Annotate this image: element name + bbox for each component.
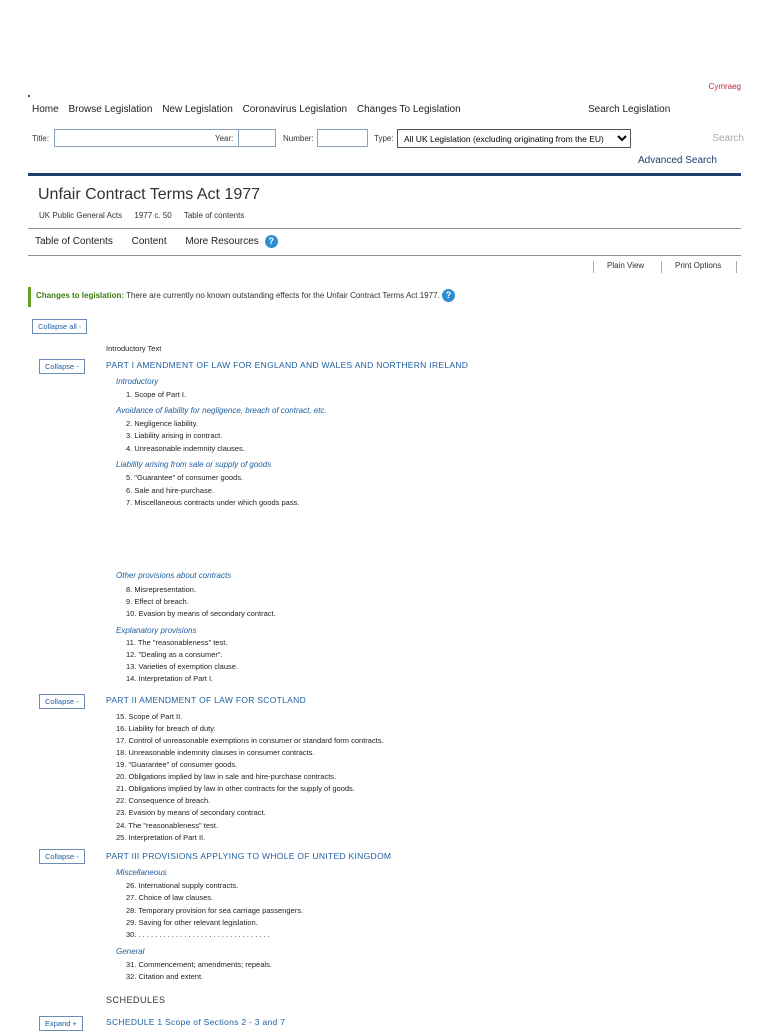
toc-heading[interactable]: Other provisions about contracts bbox=[116, 571, 232, 580]
title-label: Title: bbox=[32, 134, 50, 143]
toc-schedules[interactable]: SCHEDULES bbox=[106, 995, 166, 1005]
toc-item[interactable]: 7. Miscellaneous contracts under which goods pass. bbox=[126, 498, 300, 507]
collapse-all-button[interactable]: Collapse all - bbox=[32, 319, 87, 334]
toc-item[interactable]: 2. Negligence liability. bbox=[126, 419, 198, 428]
doc-chapter[interactable]: 1977 c. 50 bbox=[134, 211, 172, 220]
tab-content[interactable]: Content bbox=[131, 236, 167, 248]
toc-item[interactable]: 30. . . . . . . . . . . . . . . . . . . . . . . . . . . . . . . . . bbox=[126, 930, 270, 939]
toc-item[interactable]: 10. Evasion by means of secondary contract. bbox=[126, 609, 276, 618]
toc-item[interactable]: 1. Scope of Part I. bbox=[126, 390, 187, 399]
title-input[interactable] bbox=[54, 129, 241, 147]
toc-item[interactable]: 26. International supply contracts. bbox=[126, 881, 239, 890]
year-input[interactable] bbox=[238, 129, 276, 147]
advanced-search-link[interactable]: Advanced Search bbox=[638, 155, 717, 166]
toc-heading[interactable]: Introductory bbox=[116, 377, 159, 386]
collapse-part-2-button[interactable]: Collapse - bbox=[39, 694, 85, 709]
toc-introductory-text[interactable]: Introductory Text bbox=[106, 344, 162, 353]
doc-type[interactable]: UK Public General Acts bbox=[39, 211, 123, 220]
year-label: Year: bbox=[215, 134, 234, 143]
print-options-link[interactable]: Print Options bbox=[675, 261, 722, 270]
tab-bar bbox=[35, 235, 294, 248]
toc-item[interactable]: 32. Citation and extent. bbox=[126, 972, 204, 981]
toc-item[interactable]: 22. Consequence of breach. bbox=[116, 796, 211, 805]
separator bbox=[736, 261, 737, 273]
toc-item[interactable]: 18. Unreasonable indemnity clauses in consumer contracts. bbox=[116, 748, 315, 757]
toc-item[interactable]: 12. "Dealing as a consumer". bbox=[126, 650, 223, 659]
toc-item[interactable]: 5. "Guarantee" of consumer goods. bbox=[126, 473, 244, 482]
divider bbox=[28, 255, 741, 256]
skip-link-dot bbox=[28, 95, 30, 97]
cymraeg-link[interactable]: Cymraeg bbox=[708, 82, 741, 91]
toc-item[interactable]: 8. Misrepresentation. bbox=[126, 585, 197, 594]
type-select[interactable] bbox=[397, 129, 631, 148]
toc-heading[interactable]: General bbox=[116, 947, 145, 956]
top-nav bbox=[32, 104, 678, 115]
nav-search-legislation[interactable]: Search Legislation bbox=[588, 104, 671, 115]
toc-schedule-1[interactable]: SCHEDULE 1 Scope of Sections 2 - 3 and 7 bbox=[106, 1017, 286, 1027]
collapse-part-3-button[interactable]: Collapse - bbox=[39, 849, 85, 864]
toc-item[interactable]: 25. Interpretation of Part II. bbox=[116, 833, 206, 842]
toc-item[interactable]: 31. Commencement; amendments; repeals. bbox=[126, 960, 272, 969]
toc-item[interactable]: 27. Choice of law clauses. bbox=[126, 893, 214, 902]
toc-item[interactable]: 13. Varieties of exemption clause. bbox=[126, 662, 239, 671]
toc-item[interactable]: 16. Liability for breach of duty. bbox=[116, 724, 216, 733]
toc-item[interactable]: 15. Scope of Part II. bbox=[116, 712, 183, 721]
toc-item[interactable]: 20. Obligations implied by law in sale and hire-purchase contracts. bbox=[116, 772, 337, 781]
toc-item[interactable]: 29. Saving for other relevant legislation. bbox=[126, 918, 258, 927]
tab-more-resources[interactable]: More Resources bbox=[185, 236, 259, 248]
toc-part-1[interactable]: PART I AMENDMENT OF LAW FOR ENGLAND AND WALES AND NORTHERN IRELAND bbox=[106, 360, 469, 370]
collapse-part-1-button[interactable]: Collapse - bbox=[39, 359, 85, 374]
toc-heading[interactable]: Miscellaneous bbox=[116, 868, 167, 877]
doc-meta bbox=[39, 211, 254, 220]
help-icon[interactable]: ? bbox=[265, 235, 278, 248]
number-input[interactable] bbox=[317, 129, 368, 147]
toc-item[interactable]: 9. Effect of breach. bbox=[126, 597, 189, 606]
toc-item[interactable]: 21. Obligations implied by law in other contracts for the supply of goods. bbox=[116, 784, 355, 793]
doc-toc-link[interactable]: Table of contents bbox=[183, 211, 245, 220]
nav-coronavirus-legislation[interactable]: Coronavirus Legislation bbox=[242, 104, 348, 115]
search-form bbox=[32, 129, 744, 149]
toc-heading[interactable]: Avoidance of liability for negligence, breach of contract, etc. bbox=[116, 406, 327, 415]
separator bbox=[593, 261, 594, 273]
toc-heading[interactable]: Explanatory provisions bbox=[116, 626, 197, 635]
nav-new-legislation[interactable]: New Legislation bbox=[162, 104, 233, 115]
toc-item[interactable]: 6. Sale and hire-purchase. bbox=[126, 486, 214, 495]
changes-text: There are currently no known outstanding effects for the Unfair Contract Terms Act 1977. bbox=[126, 291, 440, 300]
changes-label: Changes to legislation: bbox=[36, 291, 125, 300]
toc-part-2[interactable]: PART II AMENDMENT OF LAW FOR SCOTLAND bbox=[106, 695, 307, 705]
toc-item[interactable]: 17. Control of unreasonable exemptions in consumer or standard form contracts. bbox=[116, 736, 384, 745]
nav-changes-to-legislation[interactable]: Changes To Legislation bbox=[356, 104, 461, 115]
toc-item[interactable]: 24. The "reasonableness" test. bbox=[116, 821, 218, 830]
toc-heading[interactable]: Liability arising from sale or supply of goods bbox=[116, 460, 272, 469]
nav-browse-legislation[interactable]: Browse Legislation bbox=[68, 104, 153, 115]
toc-item[interactable]: 28. Temporary provision for sea carriage passengers. bbox=[126, 906, 304, 915]
toc-part-3[interactable]: PART III PROVISIONS APPLYING TO WHOLE OF UNITED KINGDOM bbox=[106, 851, 392, 861]
help-icon[interactable]: ? bbox=[442, 289, 455, 302]
changes-notice bbox=[28, 287, 455, 307]
nav-home[interactable]: Home bbox=[32, 104, 59, 115]
expand-schedule-1-button[interactable]: Expand + bbox=[39, 1016, 83, 1031]
divider bbox=[28, 228, 741, 229]
plain-view-link[interactable]: Plain View bbox=[607, 261, 645, 270]
page-title: Unfair Contract Terms Act 1977 bbox=[38, 186, 261, 203]
toc-item[interactable]: 14. Interpretation of Part I. bbox=[126, 674, 214, 683]
separator bbox=[661, 261, 662, 273]
toc-item[interactable]: 19. "Guarantee" of consumer goods. bbox=[116, 760, 238, 769]
toc-item[interactable]: 11. The "reasonableness" test. bbox=[126, 638, 228, 647]
toc-item[interactable]: 23. Evasion by means of secondary contract. bbox=[116, 808, 266, 817]
toc-item[interactable]: 3. Liability arising in contract. bbox=[126, 431, 223, 440]
search-button[interactable]: Search bbox=[712, 133, 744, 144]
toc-item[interactable]: 4. Unreasonable indemnity clauses. bbox=[126, 444, 245, 453]
number-label: Number: bbox=[283, 134, 314, 143]
type-label: Type: bbox=[374, 134, 394, 143]
tab-table-of-contents[interactable]: Table of Contents bbox=[35, 236, 113, 248]
header-divider bbox=[28, 173, 741, 176]
